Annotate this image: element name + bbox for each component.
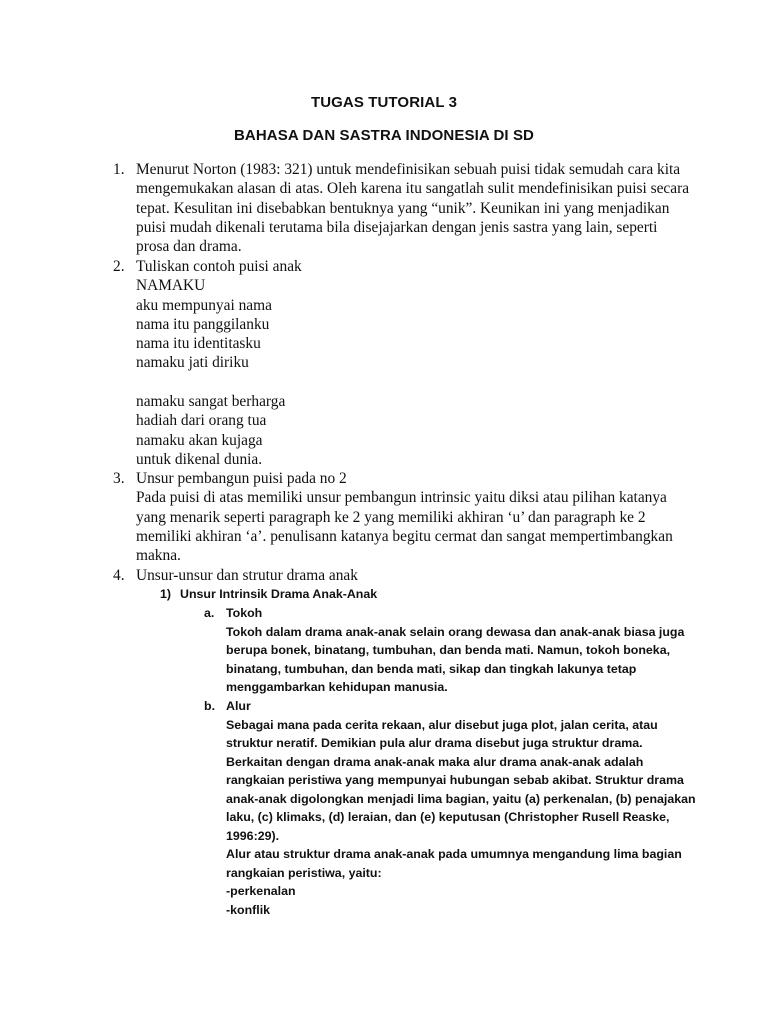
item-heading: Tuliskan contoh puisi anak	[136, 258, 302, 275]
paragraph-line: menggambarkan kehidupan manusia.	[226, 680, 448, 694]
subsection-heading: Tokoh	[226, 606, 263, 620]
paragraph-line: laku, (c) klimaks, (d) leraian, dan (e) keputusan (Christopher Rusell Reaske,	[226, 810, 670, 824]
paragraph-line: Tokoh dalam drama anak-anak selain orang dewasa dan anak-anak biasa juga	[226, 624, 685, 639]
paragraph-line: Pada puisi di atas memiliki unsur pembangun intrinsic yaitu diksi atau pilihan katanya	[136, 489, 667, 507]
poem-line: aku mempunyai nama	[136, 296, 272, 314]
list-number: 1.	[113, 161, 125, 178]
paragraph-line: berupa bonek, binatang, tumbuhan, dan benda mati. Namun, tokoh boneka,	[226, 643, 671, 657]
list-item-2	[113, 257, 673, 469]
poem-line: namaku akan kujaga	[136, 431, 263, 449]
list-number: 3.	[113, 470, 125, 487]
item-heading: Unsur pembangun puisi pada no 2	[136, 470, 347, 487]
section-heading: Unsur Intrinsik Drama Anak-Anak	[180, 587, 378, 601]
sublist-number: 1)	[160, 587, 172, 601]
poem-line: hadiah dari orang tua	[136, 412, 267, 430]
bullet-line: -perkenalan	[226, 884, 296, 898]
paragraph-line: rangkaian peristiwa, yaitu:	[226, 865, 382, 880]
sublist-item-a	[204, 604, 694, 697]
paragraph-line: tepat. Kesulitan ini disebabkan bentuknya yang “unik”. Keunikan ini yang menjadikan	[136, 199, 670, 217]
sublist-letter: a.	[204, 606, 215, 620]
paragraph-line: makna.	[136, 547, 181, 565]
subsection-heading: Alur	[226, 699, 251, 713]
paragraph-line: Sebagai mana pada cerita rekaan, alur disebut juga plot, jalan cerita, atau	[226, 717, 658, 732]
poem-line: namaku jati diriku	[136, 354, 249, 372]
list-number: 4.	[113, 567, 125, 584]
poem-line: nama itu identitasku	[136, 335, 261, 353]
paragraph-line: rangkaian peristiwa yang mempunyai hubungan sebab akibat. Struktur drama	[226, 773, 684, 787]
list-number: 2.	[113, 258, 125, 275]
paragraph-line: Alur atau struktur drama anak-anak pada umumnya mengandung lima bagian	[226, 847, 682, 861]
sublist-item-1	[160, 585, 377, 604]
list-item-3	[113, 469, 673, 565]
paragraph-line: mengemukakan alasan di atas. Oleh karena itu sangatlah sulit mendefinisikan puisi secara	[136, 180, 690, 198]
list-item-4	[113, 566, 673, 585]
paragraph-line: 1996:29).	[226, 828, 280, 843]
item-heading: Unsur-unsur dan strutur drama anak	[136, 567, 358, 584]
bullet-line: -konflik	[226, 902, 271, 917]
sublist-item-b	[204, 697, 694, 919]
paragraph-line: binatang, tumbuhan, dan benda mati, sikap dan tingkah lakunya tetap	[226, 661, 637, 676]
poem-title: NAMAKU	[136, 277, 206, 295]
paragraph-line: anak-anak digolongkan menjadi lima bagian, yaitu (a) perkenalan, (b) penajakan	[226, 791, 696, 806]
paragraph-line: prosa dan drama.	[136, 238, 242, 256]
paragraph-line: yang menarik seperti paragraph ke 2 yang memiliki akhiran ‘u’ dan paragraph ke 2	[136, 508, 646, 526]
document-title: TUGAS TUTORIAL 3	[310, 94, 458, 111]
poem-line: untuk dikenal dunia.	[136, 450, 263, 468]
paragraph-line: puisi mudah dikenali terutama bila disejajarkan dengan jenis sastra yang lain, seperti	[136, 218, 658, 236]
poem-line: nama itu panggilanku	[136, 315, 270, 333]
paragraph-line: Menurut Norton (1983: 321) untuk mendefinisikan sebuah puisi tidak semudah cara kita	[136, 161, 681, 178]
poem-line: namaku sangat berharga	[136, 393, 286, 411]
paragraph-line: Berkaitan dengan drama anak-anak maka alur drama anak-anak adalah	[226, 754, 644, 769]
sublist-letter: b.	[204, 699, 216, 713]
stanza-break	[136, 373, 673, 392]
paragraph-line: struktur neratif. Demikian pula alur drama disebut juga struktur drama.	[226, 736, 643, 750]
document-subtitle: BAHASA DAN SASTRA INDONESIA DI SD	[234, 127, 534, 144]
paragraph-line: memiliki akhiran ‘a’. penulisann katanya begitu cermat dan sangat mempertimbangkan	[136, 527, 673, 545]
list-item-1	[113, 160, 690, 256]
